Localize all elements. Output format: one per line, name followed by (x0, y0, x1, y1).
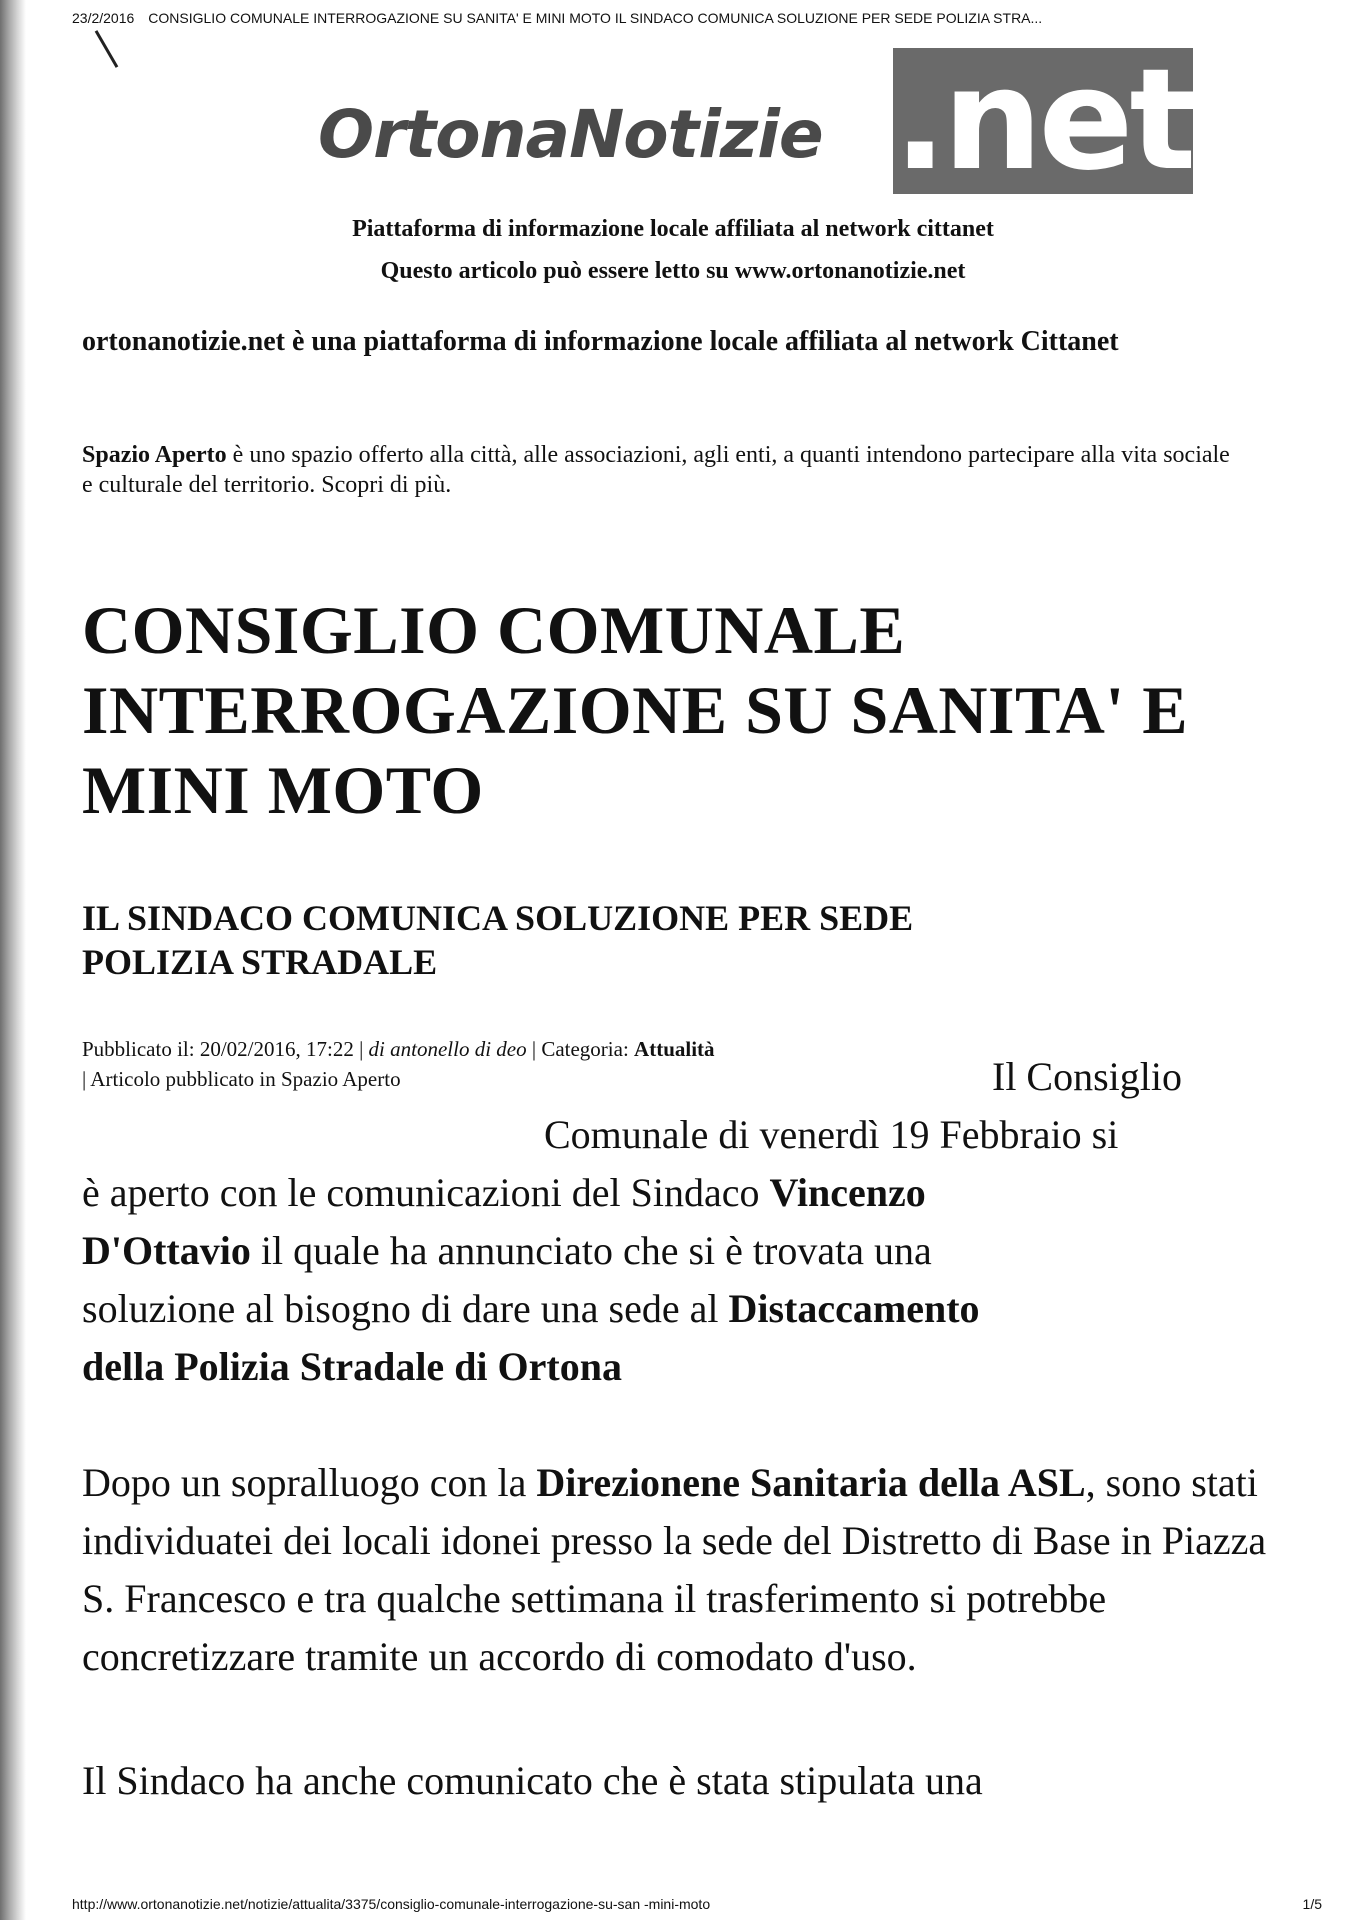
category-label: | Categoria: (526, 1037, 635, 1061)
mayor-name: Vincenzo (769, 1170, 926, 1215)
lead-text: soluzione al bisogno di dare una sede al (82, 1286, 729, 1331)
distaccamento-term: Distaccamento (728, 1286, 980, 1331)
lead-line (82, 1222, 1292, 1280)
spazio-aperto-note: | Articolo pubblicato in Spazio Aperto (82, 1067, 401, 1091)
print-url: http://www.ortonanotizie.net/notizie/attualita/3375/consiglio-comunale-interrogazione-su-san -mini-moto (72, 1896, 711, 1912)
print-date: 23/2/2016 (72, 10, 135, 26)
article-subheadline (82, 896, 1182, 984)
print-title: CONSIGLIO COMUNALE INTERROGAZIONE SU SANITA' E MINI MOTO IL SINDACO COMUNICA SOLUZIONE PER SEDE POLIZIA STRA... (148, 10, 1043, 26)
headline-line: INTERROGAZIONE SU SANITA' E (82, 672, 1189, 748)
tagline-network: Piattaforma di informazione locale affiliata al network cittanet (352, 216, 994, 242)
subhead-line: POLIZIA STRADALE (82, 942, 438, 982)
author-name: di antonello di deo (368, 1037, 527, 1061)
print-footer (72, 1896, 1322, 1912)
polizia-stradale-term: della Polizia Stradale di Ortona (82, 1344, 622, 1389)
paragraph-text: Dopo un sopralluogo con la (82, 1460, 537, 1505)
paragraph-text: , sono stati individuatei dei locali idonei presso la sede del Distretto di Base in Piazza S. Francesco e tra qualche settimana il trasferimento si potrebbe concretizzare tramite un accordo di comodato d'uso. (82, 1460, 1267, 1679)
subhead-line: IL SINDACO COMUNICA SOLUZIONE PER SEDE (82, 898, 914, 938)
logo-wordmark: OrtonaNotizie (318, 96, 823, 173)
asl-direction-term: Direzionene Sanitaria della ASL (536, 1460, 1086, 1505)
scan-shadow-edge (0, 0, 26, 1920)
headline-line: CONSIGLIO COMUNALE (82, 592, 906, 668)
lead-line: Il Consiglio (992, 1054, 1183, 1099)
tagline-read-online: Questo articolo può essere letto su www.ortonanotizie.net (380, 258, 966, 284)
lead-line: Comunale di venerdì 19 Febbraio si (544, 1112, 1119, 1157)
spazio-aperto-label: Spazio Aperto (82, 442, 227, 468)
article-paragraph-asl (82, 1454, 1282, 1686)
published-date: Pubblicato il: 20/02/2016, 17:22 | (82, 1037, 369, 1061)
article-paragraph-continued: Il Sindaco ha anche comunicato che è stata stipulata una (82, 1758, 983, 1803)
about-statement: ortonanotizie.net è una piattaforma di informazione locale affiliata al network Cittanet (82, 326, 1119, 357)
page-number: 1/5 (1302, 1896, 1322, 1912)
category-name: Attualità (634, 1037, 715, 1061)
article-headline (82, 590, 1322, 830)
mayor-surname: D'Ottavio (82, 1228, 251, 1273)
spazio-aperto-notice (82, 440, 1232, 500)
lead-line (82, 1280, 1292, 1338)
lead-text: il quale ha annunciato che si è trovata una (250, 1228, 932, 1273)
headline-line: MINI MOTO (82, 752, 484, 828)
lead-text: è aperto con le comunicazioni del Sindaco (82, 1170, 770, 1215)
lead-line (82, 1164, 1292, 1222)
print-header (72, 10, 1322, 26)
pen-mark (95, 30, 119, 68)
spazio-aperto-text: è uno spazio offerto alla città, alle associazioni, agli enti, a quanti intendono partecipare alla vita sociale e culturale del territorio. Scopri di più. (82, 442, 1230, 498)
lead-line (82, 1338, 1292, 1396)
logo-net-block: .net (893, 39, 1193, 202)
site-logo (318, 39, 1218, 202)
article-lead-paragraph (82, 1048, 1292, 1396)
